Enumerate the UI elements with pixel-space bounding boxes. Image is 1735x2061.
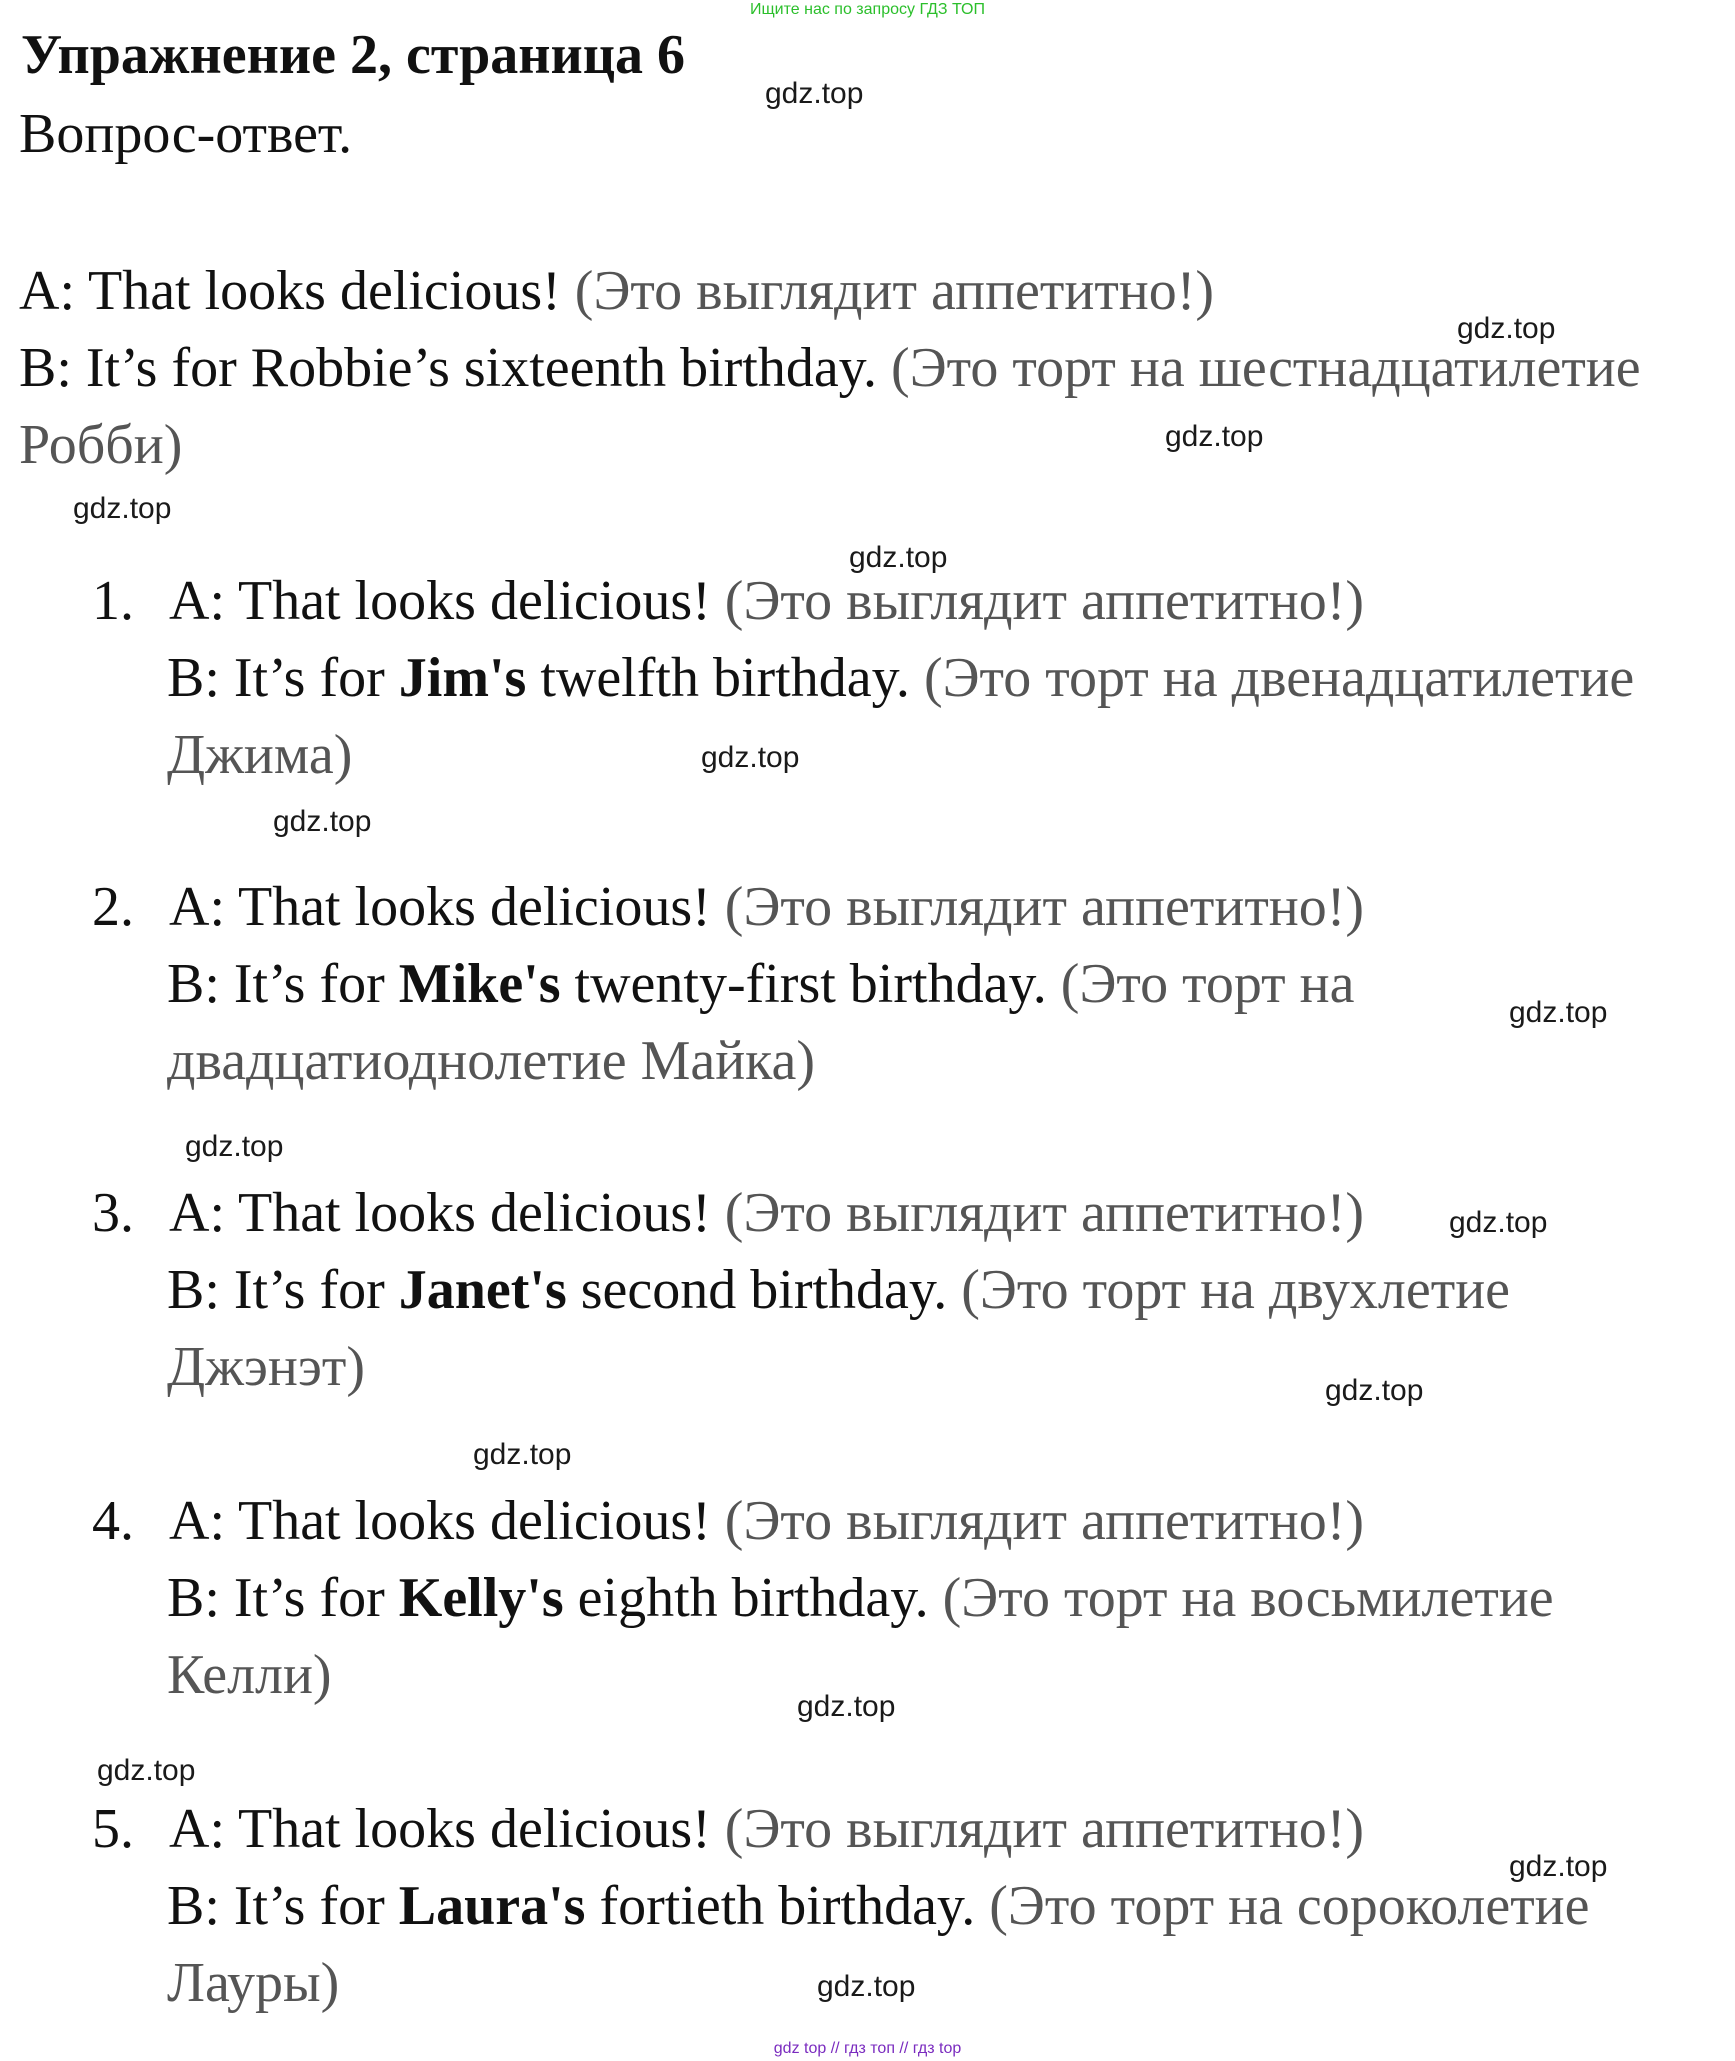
item-line-b [167,640,1717,794]
item-line-b [167,1560,1717,1714]
item-a-text: A: That looks delicious! [169,1182,711,1244]
item-line-b [167,1252,1717,1406]
watermark: gdz.top [97,1754,196,1787]
item-line-a [169,1791,1717,1868]
item-line-b [167,946,1717,1100]
item-line-a [169,1483,1717,1560]
item-a-translation: (Это выглядит аппетитно!) [724,1490,1365,1552]
watermark: gdz.top [797,1690,896,1723]
item-a-text: A: That looks delicious! [169,1798,711,1860]
example-b-text: B: It’s for Robbie’s sixteenth birthday. [19,337,878,399]
item-b-prefix: B: It’s for [167,1567,399,1629]
watermark: gdz.top [185,1130,284,1163]
item-a-text: A: That looks delicious! [169,1490,711,1552]
item-b-translation: (Это торт на двадцатиоднолетие Майка) [167,953,1355,1092]
item-a-translation: (Это выглядит аппетитно!) [724,876,1365,938]
item-b-name: Janet's [398,1259,567,1321]
example-a-text: A: That looks delicious! [19,260,561,322]
item-body [167,1791,1717,2022]
watermark: gdz.top [1509,1850,1608,1883]
item-b-prefix: B: It’s for [167,1259,399,1321]
item-b-prefix: B: It’s for [167,647,399,709]
item-b-name: Mike's [398,953,561,1015]
example-b-translation: (Это торт на шестнадцатилетие [891,337,1641,399]
item-a-text: A: That looks delicious! [169,876,711,938]
watermark: gdz.top [1457,312,1556,345]
item-b-suffix: twelfth birthday. [526,647,910,709]
item-b-prefix: B: It’s for [167,1875,399,1937]
item-number: 5. [92,1798,134,1860]
item-number: 4. [92,1490,134,1552]
item-a-translation: (Это выглядит аппетитно!) [724,1798,1365,1860]
item-line-b [167,1868,1717,2022]
item-b-translation: (Это торт на двенадцатилетие Джима) [167,647,1635,786]
watermark: gdz.top [701,741,800,774]
item-body [167,869,1717,1100]
page-title: Упражнение 2, страница 6 [21,24,686,86]
item-b-prefix: B: It’s for [167,953,399,1015]
top-banner: Ищите нас по запросу ГДЗ ТОП [750,1,985,18]
watermark: gdz.top [1449,1206,1548,1239]
watermark: gdz.top [849,541,948,574]
item-line-a [169,869,1717,946]
item-a-translation: (Это выглядит аппетитно!) [724,570,1365,632]
item-a-text: A: That looks delicious! [169,570,711,632]
example-b-translation-cont: Робби) [19,414,183,476]
watermark: gdz.top [817,1970,916,2003]
item-body [167,1483,1717,1714]
item-b-suffix: fortieth birthday. [585,1875,976,1937]
item-b-suffix: second birthday. [566,1259,948,1321]
item-b-translation: (Это торт на двухлетие Джэнэт) [167,1259,1511,1398]
footer-links: gdz top // гдз топ // гдз top [773,2040,962,2057]
item-b-name: Kelly's [398,1567,564,1629]
watermark: gdz.top [1509,996,1608,1029]
page-subtitle: Вопрос-ответ. [19,103,353,165]
example-dialogue [19,253,1719,484]
item-number: 3. [92,1182,134,1244]
watermark: gdz.top [1325,1374,1424,1407]
item-b-translation: (Это торт на сороколетие Лауры) [167,1875,1590,2014]
watermark: gdz.top [73,492,172,525]
item-b-suffix: twenty-first birthday. [560,953,1047,1015]
watermark: gdz.top [765,77,864,110]
watermark: gdz.top [473,1438,572,1471]
item-b-name: Jim's [398,647,527,709]
item-b-name: Laura's [398,1875,586,1937]
example-a-translation: (Это выглядит аппетитно!) [574,260,1215,322]
item-body [167,563,1717,794]
item-number: 1. [92,570,134,632]
watermark: gdz.top [1165,420,1264,453]
item-b-translation: (Это торт на восьмилетие Келли) [167,1567,1554,1706]
item-b-suffix: eighth birthday. [563,1567,929,1629]
item-a-translation: (Это выглядит аппетитно!) [724,1182,1365,1244]
watermark: gdz.top [273,805,372,838]
item-number: 2. [92,876,134,938]
